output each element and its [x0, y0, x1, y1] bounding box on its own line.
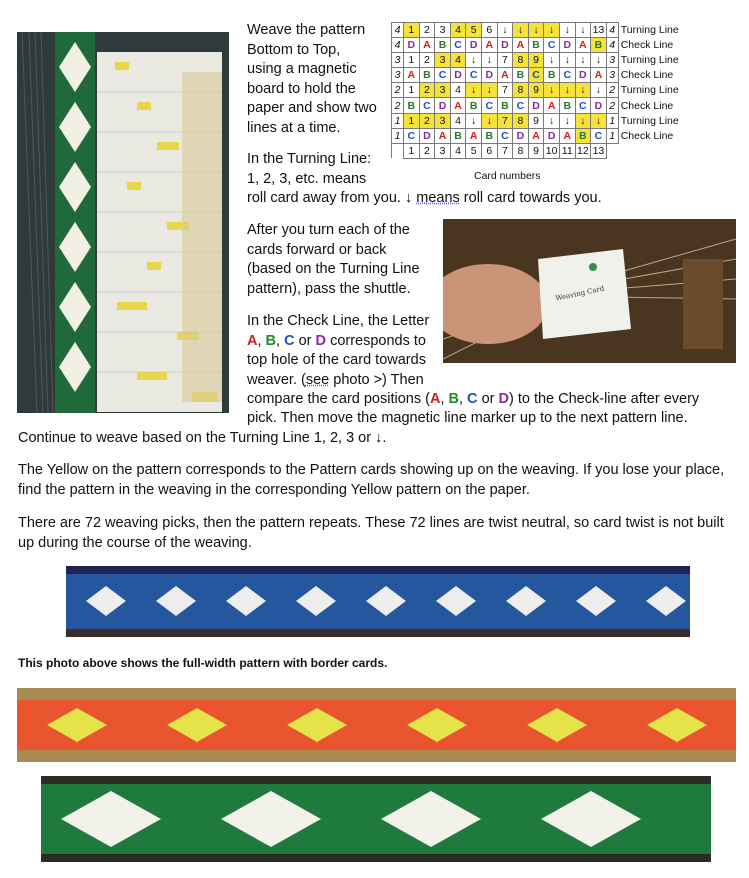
- picks-line: There are 72 weaving picks, then the pattern repeats. These 72 lines are twist neutral, so card twist is not built: [18, 515, 724, 531]
- turning-line-3: [247, 189, 602, 209]
- pattern-cell: B: [404, 98, 420, 113]
- pattern-cell: C: [497, 128, 513, 143]
- pattern-row: [392, 128, 700, 143]
- card-number: 6: [481, 143, 497, 158]
- row-label: Turning Line: [620, 24, 679, 37]
- pattern-cell: 7: [497, 113, 513, 128]
- pattern-cell: 8: [513, 83, 529, 98]
- row-number: 4: [606, 23, 618, 38]
- pattern-cell: 7: [497, 53, 513, 68]
- row-label: Check Line: [620, 99, 674, 112]
- pattern-cell: ↓: [575, 83, 591, 98]
- pattern-cell: D: [513, 128, 529, 143]
- pattern-cell: ↓: [466, 83, 482, 98]
- row-label: Turning Line: [620, 84, 679, 97]
- pattern-cell: ↓: [544, 83, 560, 98]
- letter-d: D: [498, 391, 509, 407]
- check-line-5: [247, 390, 737, 410]
- pattern-cell: C: [575, 98, 591, 113]
- pattern-cell: D: [404, 38, 420, 53]
- pattern-cell: D: [497, 38, 513, 53]
- after-line: (based on the Turning Line: [247, 261, 420, 277]
- pattern-cell: ↓: [591, 113, 607, 128]
- row-label: Check Line: [620, 39, 674, 52]
- check-text: photo >) Then: [333, 371, 424, 388]
- letter-a: A: [247, 332, 258, 349]
- pattern-cell: 9: [528, 113, 544, 128]
- pattern-cell: ↓: [481, 83, 497, 98]
- or-word: or: [481, 391, 495, 407]
- pattern-row: [392, 23, 700, 38]
- pattern-cell: 13: [592, 24, 605, 37]
- pattern-cell: B: [591, 38, 607, 53]
- pattern-cell: A: [544, 98, 560, 113]
- row-label: Check Line: [620, 69, 674, 82]
- card-number: 8: [513, 143, 529, 158]
- pattern-cell: B: [435, 38, 451, 53]
- card-number: 10: [545, 144, 558, 157]
- row-number: 3: [606, 53, 618, 68]
- pattern-cell: ↓: [513, 23, 529, 38]
- card-number: 7: [497, 143, 513, 158]
- check-line-4: [247, 371, 429, 391]
- row-number: 1: [392, 113, 404, 128]
- pattern-cell: C: [419, 98, 435, 113]
- pattern-cell: 1: [404, 83, 420, 98]
- pattern-cell: A: [450, 98, 466, 113]
- pattern-cell: A: [481, 38, 497, 53]
- row-number: 2: [606, 83, 618, 98]
- orange-band-photo: [17, 688, 736, 762]
- check-text: weaver. (: [247, 371, 306, 388]
- pattern-cell: ↓: [575, 113, 591, 128]
- row-number: 3: [392, 53, 404, 68]
- yellow-line: The Yellow on the pattern corresponds to the Pattern cards showing up on the weaving. If you lose your place,: [18, 462, 725, 478]
- pattern-cell: 2: [419, 53, 435, 68]
- pattern-cell: 2: [419, 23, 435, 38]
- row-label: Turning Line: [620, 114, 679, 127]
- card-number-row: [392, 143, 700, 158]
- pattern-cell: A: [497, 68, 513, 83]
- pattern-cell: ↓: [544, 53, 560, 68]
- after-line: pattern), pass the shuttle.: [247, 280, 411, 297]
- pattern-cell: ↓: [559, 53, 575, 68]
- row-number: 1: [606, 113, 618, 128]
- pattern-cell: B: [544, 68, 560, 83]
- pattern-cell: ↓: [559, 113, 575, 128]
- card-number: 9: [528, 143, 544, 158]
- pattern-cell: C: [591, 128, 607, 143]
- turning-text: roll card away from you.: [247, 190, 401, 206]
- card-number: 5: [466, 143, 482, 158]
- row-number: 3: [392, 68, 404, 83]
- pattern-cell: ↓: [466, 53, 482, 68]
- comma: ,: [458, 391, 464, 407]
- pattern-row: [392, 68, 700, 83]
- check-text: ) to the Check-line after every: [508, 391, 700, 407]
- letter-c: C: [284, 332, 295, 349]
- card-number: 3: [435, 143, 451, 158]
- pattern-cell: 4: [450, 113, 466, 128]
- means-word: means: [416, 190, 460, 206]
- card-number: 13: [592, 144, 605, 157]
- pattern-cell: 1: [404, 53, 420, 68]
- pattern-cell: C: [559, 68, 575, 83]
- pattern-cell: A: [528, 128, 544, 143]
- pattern-row: [392, 83, 700, 98]
- pattern-cell: 1: [404, 23, 420, 38]
- pattern-cell: 7: [497, 83, 513, 98]
- letter-d: D: [315, 332, 327, 349]
- pattern-cell: ↓: [466, 113, 482, 128]
- pattern-cell: ↓: [559, 83, 575, 98]
- pattern-cell: C: [481, 98, 497, 113]
- comma: ,: [257, 332, 262, 349]
- row-number: 1: [392, 128, 404, 143]
- check-line-2: [247, 332, 429, 352]
- pattern-cell: D: [559, 38, 575, 53]
- pattern-cell: A: [575, 38, 591, 53]
- card-numbers-label: Card numbers: [474, 170, 541, 182]
- pattern-cell: ↓: [481, 113, 497, 128]
- pattern-cell: ↓: [575, 23, 591, 38]
- pattern-cell: ↓: [591, 53, 607, 68]
- pattern-cell: 9: [528, 53, 544, 68]
- pattern-cell: 2: [419, 83, 435, 98]
- pattern-row: [392, 38, 700, 53]
- intro-line: using a magnetic: [247, 61, 357, 77]
- pattern-cell: ↓: [575, 53, 591, 68]
- pattern-cell: B: [559, 98, 575, 113]
- check-line-6: pick. Then move the magnetic line marker up to the next pattern line.: [247, 410, 688, 426]
- pattern-cell: D: [435, 98, 451, 113]
- pattern-row: [392, 53, 700, 68]
- pattern-cell: 3: [435, 83, 451, 98]
- pattern-cell: C: [435, 68, 451, 83]
- picks-paragraph: [18, 514, 748, 553]
- pattern-cell: B: [419, 68, 435, 83]
- pattern-cell: 3: [435, 113, 451, 128]
- weaving-card-hand-photo: [443, 219, 736, 363]
- pattern-cell: 4: [450, 53, 466, 68]
- turning-line: 1, 2, 3, etc. means: [247, 170, 367, 187]
- row-number: 4: [392, 38, 404, 53]
- row-number: 2: [392, 98, 404, 113]
- pattern-cell: A: [513, 38, 529, 53]
- pattern-cell: B: [575, 128, 591, 143]
- pattern-cell: A: [591, 68, 607, 83]
- comma: ,: [440, 391, 445, 407]
- pattern-cell: D: [481, 68, 497, 83]
- check-text: corresponds to: [330, 332, 426, 349]
- pattern-cell: D: [528, 98, 544, 113]
- intro-paragraph: [247, 21, 377, 138]
- pattern-cell: 1: [404, 113, 420, 128]
- intro-line: board to hold the: [247, 80, 356, 97]
- pattern-cell: B: [497, 98, 513, 113]
- pattern-cell: 5: [466, 23, 482, 38]
- green-band-photo: [41, 776, 711, 862]
- pattern-cell: D: [419, 128, 435, 143]
- photo-caption: This photo above shows the full-width pattern with border cards.: [18, 656, 388, 670]
- pattern-cell: C: [544, 38, 560, 53]
- pattern-cell: ↓: [481, 53, 497, 68]
- card-number: 12: [576, 144, 589, 157]
- pattern-cell: B: [528, 38, 544, 53]
- check-line-7: Continue to weave based on the Turning Line 1, 2, 3 or ↓.: [18, 430, 387, 446]
- or-word: or: [298, 332, 312, 349]
- pattern-cell: A: [466, 128, 482, 143]
- letter-c: C: [467, 391, 478, 407]
- intro-line: lines at a time.: [247, 119, 341, 136]
- svg-text:Weaving Card: Weaving Card: [554, 284, 606, 303]
- pattern-row: [392, 113, 700, 128]
- letter-b: B: [448, 391, 459, 407]
- pattern-cell: 3: [435, 23, 451, 38]
- row-number: 2: [392, 83, 404, 98]
- pattern-cell: 4: [450, 23, 466, 38]
- pattern-cell: ↓: [544, 113, 560, 128]
- pattern-cell: ↓: [591, 83, 607, 98]
- pattern-cell: 8: [513, 113, 529, 128]
- yellow-line: find the pattern in the weaving in the corresponding Yellow pattern on the paper.: [18, 481, 530, 498]
- pattern-cell: 2: [419, 113, 435, 128]
- down-arrow-icon: ↓: [404, 190, 413, 206]
- pattern-cell: A: [559, 128, 575, 143]
- pattern-cell: D: [544, 128, 560, 143]
- row-number: 3: [606, 68, 618, 83]
- pattern-cell: 3: [435, 53, 451, 68]
- pattern-cell: C: [466, 68, 482, 83]
- picks-line: up during the course of the weaving.: [18, 534, 252, 551]
- after-paragraph: [247, 221, 420, 299]
- loom-pattern-photo: [17, 32, 229, 413]
- row-number: 1: [606, 128, 618, 143]
- pattern-cell: B: [513, 68, 529, 83]
- check-line-1: In the Check Line, the Letter: [247, 313, 430, 329]
- card-number: 1: [404, 143, 420, 158]
- pattern-cell: D: [450, 68, 466, 83]
- after-line: After you turn each of the: [247, 222, 410, 238]
- pattern-cell: 6: [481, 23, 497, 38]
- pattern-cell: C: [528, 68, 544, 83]
- row-number: 4: [392, 23, 404, 38]
- pattern-cell: ↓: [544, 23, 560, 38]
- intro-line: Bottom to Top,: [247, 41, 341, 58]
- pattern-cell: 9: [528, 83, 544, 98]
- intro-line: Weave the pattern: [247, 22, 366, 38]
- turning-line: In the Turning Line:: [247, 151, 372, 167]
- pattern-cell: D: [466, 38, 482, 53]
- blue-band-photo: [66, 566, 690, 637]
- pattern-cell: C: [404, 128, 420, 143]
- pattern-cell: B: [450, 128, 466, 143]
- pattern-cell: C: [450, 38, 466, 53]
- intro-line: paper and show two: [247, 100, 377, 116]
- letter-b: B: [265, 332, 277, 349]
- pattern-row: [392, 98, 700, 113]
- pattern-cell: ↓: [528, 23, 544, 38]
- pattern-cell: 8: [513, 53, 529, 68]
- comma: ,: [276, 332, 281, 349]
- check-text: compare the card positions (: [247, 391, 430, 407]
- letter-a: A: [429, 391, 441, 407]
- row-label: Check Line: [620, 129, 674, 142]
- check-line-3: top hole of the card towards: [247, 352, 426, 368]
- pattern-cell: A: [419, 38, 435, 53]
- turning-text: roll card towards you.: [463, 190, 602, 206]
- pattern-cell: C: [513, 98, 529, 113]
- yellow-paragraph: [18, 461, 748, 500]
- after-line: cards forward or back: [247, 241, 387, 258]
- row-number: 4: [606, 38, 618, 53]
- pattern-cell: A: [404, 68, 420, 83]
- pattern-cell: D: [591, 98, 607, 113]
- pattern-cell: ↓: [497, 23, 513, 38]
- pattern-cell: 4: [450, 83, 466, 98]
- row-label: Turning Line: [620, 54, 679, 67]
- row-number: 2: [606, 98, 618, 113]
- card-number: 2: [419, 143, 435, 158]
- card-number: 4: [450, 143, 466, 158]
- pattern-cell: B: [466, 98, 482, 113]
- pattern-cell: D: [575, 68, 591, 83]
- pattern-cell: B: [481, 128, 497, 143]
- card-number: 11: [559, 143, 575, 158]
- see-word: see: [305, 371, 330, 388]
- pattern-cell: A: [435, 128, 451, 143]
- pattern-table: [391, 22, 700, 159]
- check-paragraph: [247, 312, 429, 390]
- pattern-cell: ↓: [559, 23, 575, 38]
